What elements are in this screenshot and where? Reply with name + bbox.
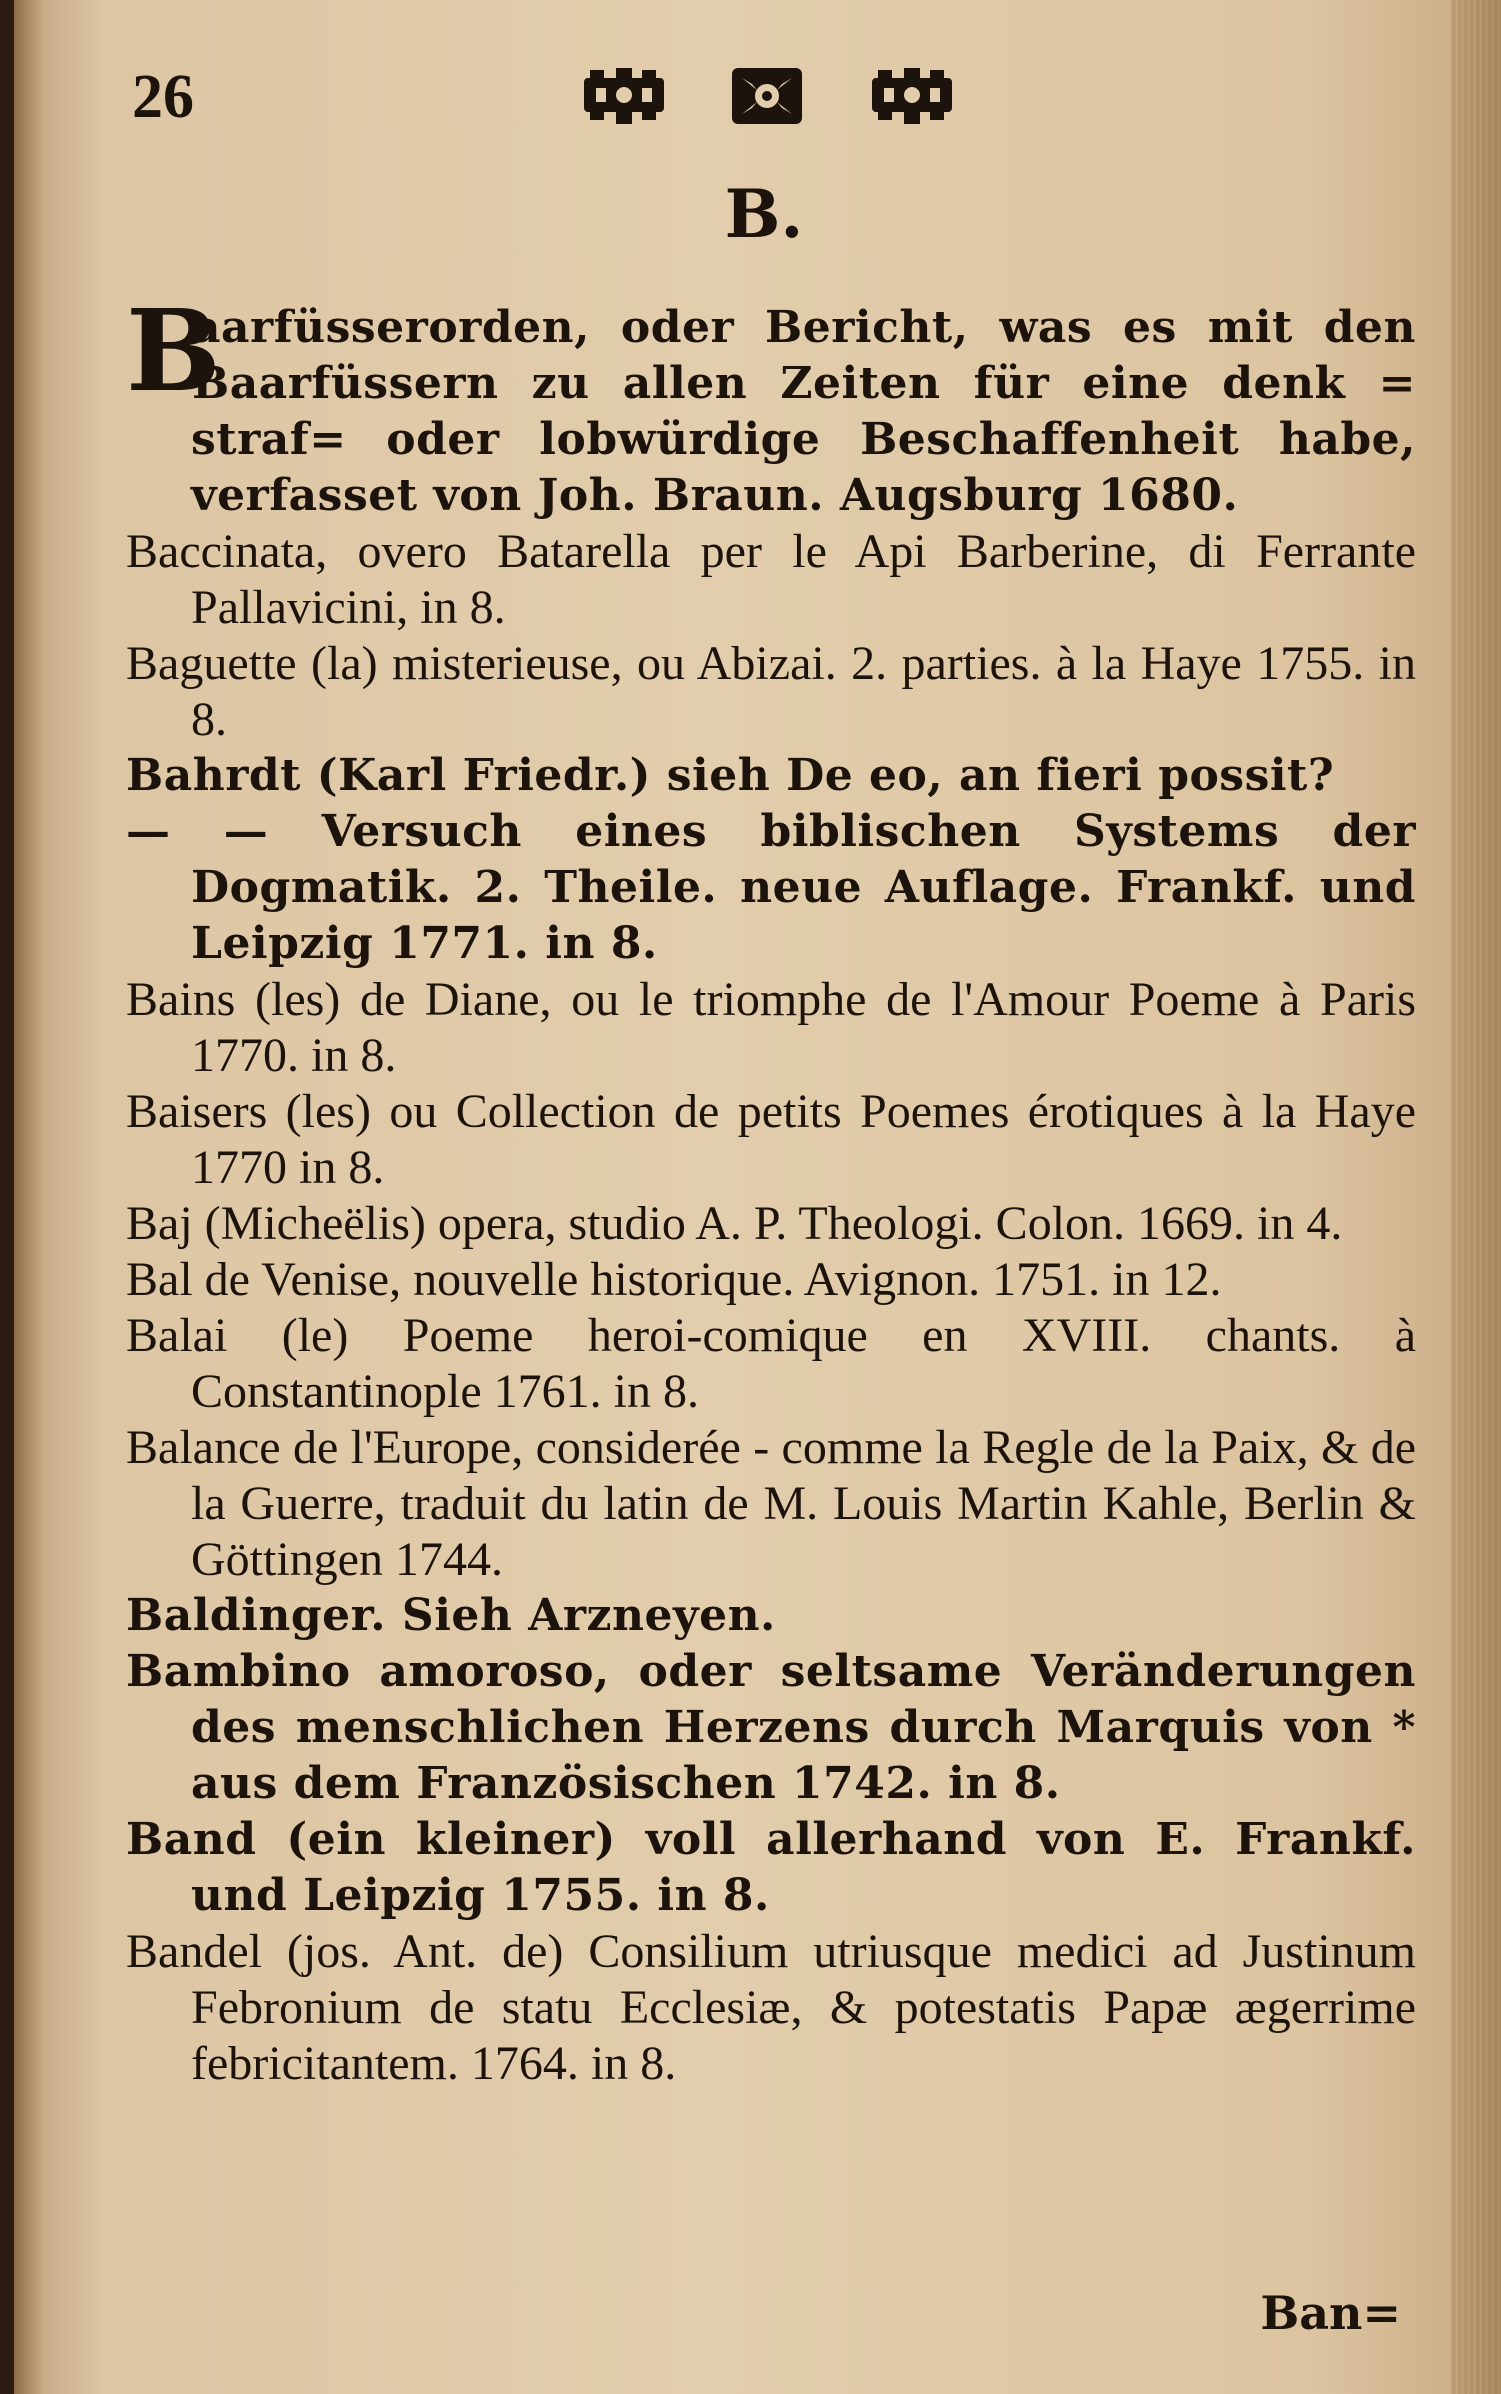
entry-text: Bandel (jos. Ant. de) Consilium utriusque medici ad Justinum Febronium de statu Ecclesiæ, & potestatis Papæ ægerrime febricitantem. 1764. in 8. — [126, 1925, 1416, 2090]
list-item — [126, 1252, 1416, 1308]
entry-text: Balai (le) Poeme heroi-comique en XVIII. chants. à Constantinople 1761. in 8. — [126, 1309, 1416, 1418]
list-item — [126, 1196, 1416, 1252]
page-header — [14, 52, 1501, 142]
entry-text: Bal de Venise, nouvelle historique. Avignon. 1751. in 12. — [126, 1253, 1222, 1306]
list-item — [126, 1812, 1416, 1924]
list-item — [126, 636, 1416, 748]
list-item — [126, 286, 1416, 524]
list-item — [126, 1308, 1416, 1420]
entry-text: Baccinata, overo Batarella per le Api Barberine, di Ferrante Pallavicini, in 8. — [126, 525, 1416, 634]
list-item — [126, 748, 1416, 804]
list-item — [126, 1084, 1416, 1196]
entry-text: Baisers (les) ou Collection de petits Poemes érotiques à la Haye 1770 in 8. — [126, 1085, 1416, 1194]
entry-text: Baldinger. Sieh Arzneyen. — [126, 1590, 776, 1641]
page-number: 26 — [132, 63, 194, 131]
list-item — [126, 1924, 1416, 2092]
entry-text: Baj (Micheëlis) opera, studio A. P. Theologi. Colon. 1669. in 4. — [126, 1197, 1343, 1250]
entry-list — [126, 286, 1416, 2092]
entry-text: Baguette (la) misterieuse, ou Abizai. 2. parties. à la Haye 1755. in 8. — [126, 637, 1416, 746]
drop-cap: B — [126, 286, 222, 417]
entry-text: Bahrdt (Karl Friedr.) sieh De eo, an fieri possit? — [126, 750, 1335, 801]
entry-text: Band (ein kleiner) voll allerhand von E. Frankf. und Leipzig 1755. in 8. — [126, 1814, 1416, 1921]
entry-text: aarfüsserorden, oder Bericht, was es mit den Baarfüssern zu allen Zeiten für eine denk = straf= oder lobwürdige Beschaffenheit habe, verfasset von Joh. Braun. Augsburg 1680. — [191, 302, 1416, 521]
list-item — [126, 524, 1416, 636]
list-item — [126, 804, 1416, 972]
entry-text: Bains (les) de Diane, ou le triomphe de l'Amour Poeme à Paris 1770. in 8. — [126, 973, 1416, 1082]
catchword: Ban= — [1260, 2286, 1401, 2340]
list-item — [126, 1420, 1416, 1588]
book-page — [14, 0, 1501, 2394]
ornament-icon — [572, 60, 972, 130]
entry-text: Balance de l'Europe, considerée - comme la Regle de la Paix, & de la Guerre, traduit du latin de M. Louis Martin Kahle, Berlin & Göttingen 1744. — [126, 1421, 1416, 1586]
entry-text: Bambino amoroso, oder seltsame Veränderungen des menschlichen Herzens durch Marquis von * aus dem Französischen 1742. in 8. — [126, 1646, 1416, 1809]
list-item — [126, 1644, 1416, 1812]
section-letter: B. — [724, 175, 804, 253]
book-gutter — [0, 0, 14, 2394]
list-item — [126, 972, 1416, 1084]
page-edge — [1451, 0, 1501, 2394]
entry-text: — — Versuch eines biblischen Systems der Dogmatik. 2. Theile. neue Auflage. Frankf. und Leipzig 1771. in 8. — [126, 806, 1416, 969]
list-item — [126, 1588, 1416, 1644]
